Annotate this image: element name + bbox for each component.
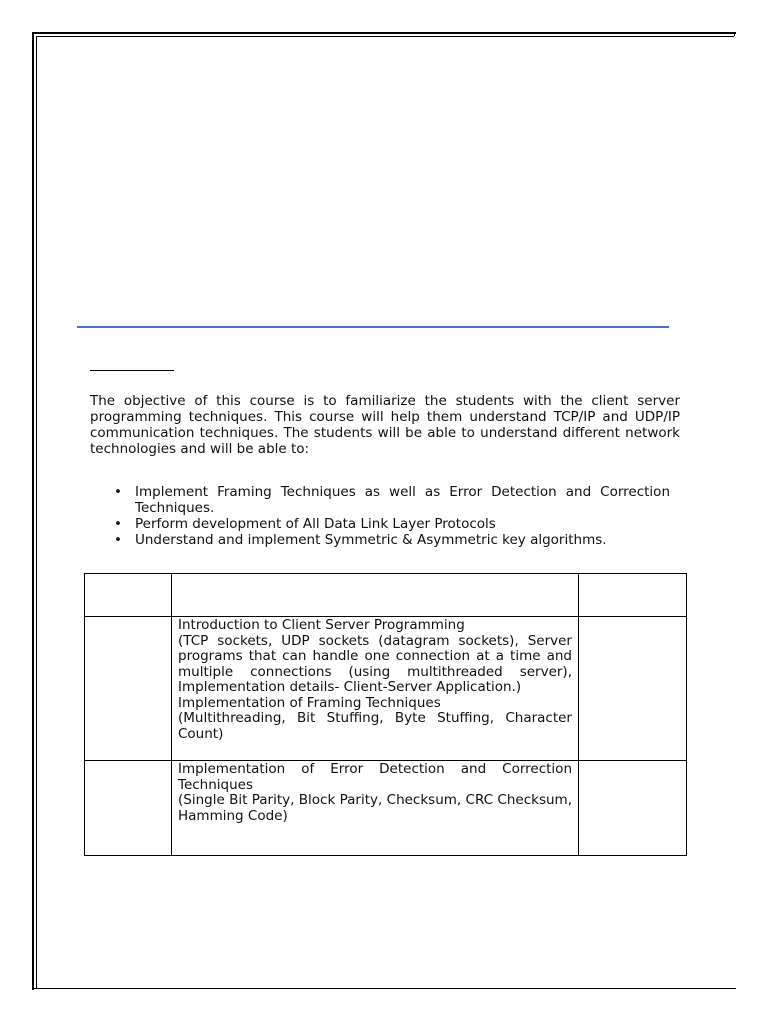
table-cell-content xyxy=(172,617,579,761)
page-border-inner-top xyxy=(36,36,734,37)
table-cell xyxy=(85,761,172,856)
cell-line: (Single Bit Parity, Block Parity, Checksum, CRC Checksum, Hamming Code) xyxy=(178,792,572,824)
bullet-item: • Understand and implement Symmetric & Asymmetric key algorithms. xyxy=(118,532,670,548)
table-cell xyxy=(172,574,579,617)
cell-line: (TCP sockets, UDP sockets (datagram sockets), Server programs that can handle one connection at a time and multiple connections (using multithreaded server), Implementation details- Client-Server Application.) xyxy=(178,632,572,695)
page-border-inner-left xyxy=(36,36,37,988)
table-cell xyxy=(579,761,687,856)
page-border-top xyxy=(32,32,736,34)
cell-line: Implementation of Error Detection and Correction Techniques xyxy=(178,761,572,793)
bullet-item: • Implement Framing Techniques as well as Error Detection and Correction Techniques. xyxy=(118,484,670,516)
table-header-row xyxy=(85,574,687,617)
table-cell xyxy=(579,617,687,761)
cell-line: (Multithreading, Bit Stuffing, Byte Stuffing, Character Count) xyxy=(178,710,572,742)
table-cell-content xyxy=(172,761,579,856)
section-divider xyxy=(77,326,669,328)
table-cell xyxy=(579,574,687,617)
heading-underline xyxy=(90,370,174,371)
table-row xyxy=(85,617,687,761)
objective-bullet-list xyxy=(118,484,670,548)
page-border-right-stub xyxy=(734,32,735,36)
page-border-bottom xyxy=(32,988,736,989)
page-border-left xyxy=(32,32,34,990)
table-cell xyxy=(85,617,172,761)
table-row xyxy=(85,761,687,856)
syllabus-table xyxy=(84,573,687,856)
objective-paragraph: The objective of this course is to familiarize the students with the client server programming techniques. This course will help them understand TCP/IP and UDP/IP communication techniques. The students will be able to understand different network technologies and will be able to: xyxy=(90,393,680,457)
cell-line: Introduction to Client Server Programming xyxy=(178,617,465,633)
table-cell xyxy=(85,574,172,617)
cell-line: Implementation of Framing Techniques xyxy=(178,694,441,711)
bullet-item: • Perform development of All Data Link Layer Protocols xyxy=(118,516,670,532)
